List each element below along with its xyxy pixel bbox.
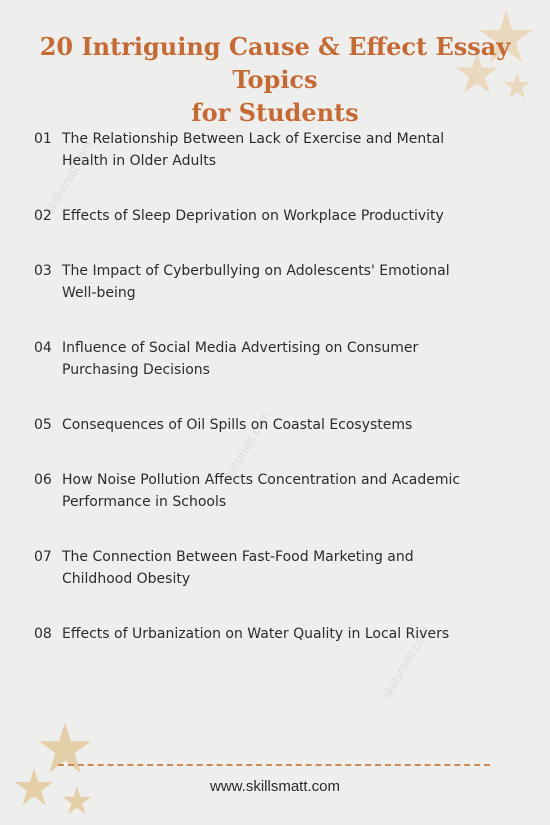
topic-number: 02 xyxy=(34,208,52,224)
topic-text-continued: Health in Older Adults xyxy=(62,153,217,169)
topic-text-continued: Performance in Schools xyxy=(62,494,227,510)
topic-number: 01 xyxy=(34,131,52,147)
title-line-1: 20 Intriguing Cause & Effect Essay Topics xyxy=(39,32,511,94)
topic-number: 05 xyxy=(34,417,52,433)
topic-text-continued: Well-being xyxy=(62,285,136,301)
topic-text: Effects of Sleep Deprivation on Workplace Productivity xyxy=(62,208,444,224)
topic-text-continued: Purchasing Decisions xyxy=(62,362,210,378)
list-item xyxy=(34,414,524,436)
topic-number: 04 xyxy=(34,340,52,356)
topic-text: The Relationship Between Lack of Exercise and Mental xyxy=(62,131,445,147)
watermark: skillsmatt.com xyxy=(378,623,433,702)
topic-text: How Noise Pollution Affects Concentration and Academic xyxy=(62,472,461,488)
list-item xyxy=(34,337,524,381)
topic-text: The Impact of Cyberbullying on Adolescents' Emotional xyxy=(62,263,450,279)
list-item xyxy=(34,205,524,227)
title-line-2: for Students xyxy=(191,98,359,127)
page-title xyxy=(0,30,550,129)
topic-number: 07 xyxy=(34,549,52,565)
topic-number: 03 xyxy=(34,263,52,279)
topic-text: The Connection Between Fast-Food Marketing and xyxy=(62,549,414,565)
list-item xyxy=(34,623,524,645)
list-item xyxy=(34,469,524,513)
footer-url[interactable]: www.skillsmatt.com xyxy=(209,778,340,795)
star-icon xyxy=(38,722,92,774)
list-item xyxy=(34,260,524,304)
topic-number: 08 xyxy=(34,626,52,642)
divider xyxy=(58,764,490,766)
topic-text: Consequences of Oil Spills on Coastal Ecosystems xyxy=(62,417,413,433)
topic-text: Influence of Social Media Advertising on Consumer xyxy=(62,340,419,356)
watermark: skillsmatt.com xyxy=(41,138,96,217)
watermark: skillsmatt.com xyxy=(218,408,273,487)
topic-number: 06 xyxy=(34,472,52,488)
topic-text-continued: Childhood Obesity xyxy=(62,571,191,587)
list-item xyxy=(34,546,524,590)
topic-text: Effects of Urbanization on Water Quality in Local Rivers xyxy=(62,626,450,642)
list-item xyxy=(34,128,524,172)
